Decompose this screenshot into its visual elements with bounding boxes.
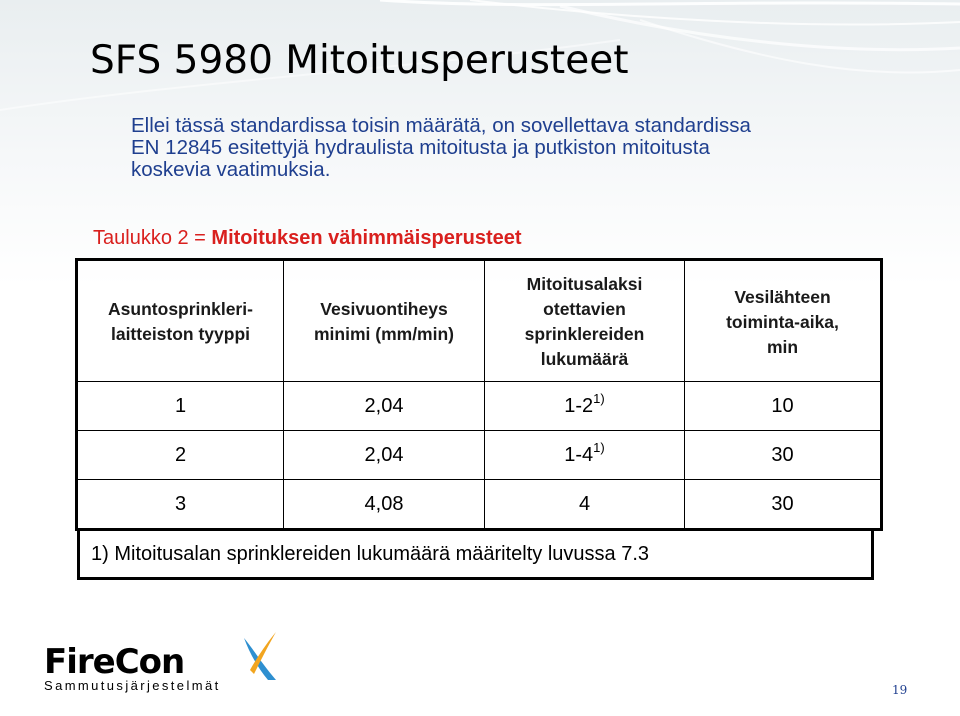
logo-x-mark-icon (242, 630, 278, 682)
table-row (77, 382, 882, 431)
count-value: 1-2 (564, 394, 594, 417)
table-caption-prefix: Taulukko 2 = (93, 227, 212, 249)
header-line: lukumäärä (540, 349, 629, 369)
spec-table (75, 258, 883, 531)
header-system-type (77, 260, 284, 382)
table-caption (93, 227, 522, 250)
header-line: Vesivuontiheys (320, 299, 448, 319)
cell-operating-time: 30 (685, 480, 882, 530)
header-sprinkler-count (485, 260, 685, 382)
cell-water-density: 4,08 (284, 480, 485, 530)
header-line: toiminta-aika, (726, 311, 839, 332)
count-footnote-ref: 1) (593, 439, 605, 455)
count-value: 4 (578, 492, 591, 515)
cell-water-density: 2,04 (284, 382, 485, 431)
header-line: laitteiston tyyppi (110, 324, 251, 344)
table-row (77, 431, 882, 480)
table-footnote: 1) Mitoitusalan sprinklereiden lukumäärä määritelty luvussa 7.3 (77, 528, 874, 580)
cell-system-type: 3 (77, 480, 284, 530)
table-header-row (77, 260, 882, 382)
cell-sprinkler-count (485, 480, 685, 530)
intro-line: Ellei tässä standardissa toisin määrätä, on sovellettava standardissa (131, 114, 751, 137)
header-line: minimi (mm/min) (313, 324, 454, 344)
header-line: Mitoitusalaksi (526, 274, 643, 294)
cell-water-density: 2,04 (284, 431, 485, 480)
header-line: otettavien (543, 299, 626, 319)
header-operating-time (685, 260, 882, 382)
header-line: min (766, 336, 799, 357)
spec-table-wrapper (75, 258, 880, 522)
header-line: sprinklereiden (524, 324, 645, 344)
cell-sprinkler-count (485, 382, 685, 431)
slide-title: SFS 5980 Mitoitusperusteet (90, 38, 629, 83)
count-footnote-ref: 1) (593, 390, 605, 406)
intro-line: EN 12845 esitettyjä hydraulista mitoitusta ja putkiston mitoitusta (131, 136, 710, 159)
intro-text (131, 115, 871, 181)
intro-line: koskevia vaatimuksia. (131, 158, 331, 181)
firecon-logo (40, 630, 280, 700)
header-line: Vesilähteen (734, 286, 831, 307)
cell-operating-time: 30 (685, 431, 882, 480)
table-row (77, 480, 882, 530)
cell-system-type: 1 (77, 382, 284, 431)
logo-wordmark: FireCon (44, 642, 185, 682)
table-caption-title: Mitoituksen vähimmäisperusteet (211, 227, 522, 249)
count-value: 1-4 (564, 443, 594, 466)
header-line: Asuntosprinkleri- (108, 299, 253, 319)
logo-tagline: Sammutusjärjestelmät (44, 678, 221, 693)
cell-sprinkler-count (485, 431, 685, 480)
cell-system-type: 2 (77, 431, 284, 480)
header-water-density (284, 260, 485, 382)
page-number: 19 (892, 683, 908, 697)
cell-operating-time: 10 (685, 382, 882, 431)
